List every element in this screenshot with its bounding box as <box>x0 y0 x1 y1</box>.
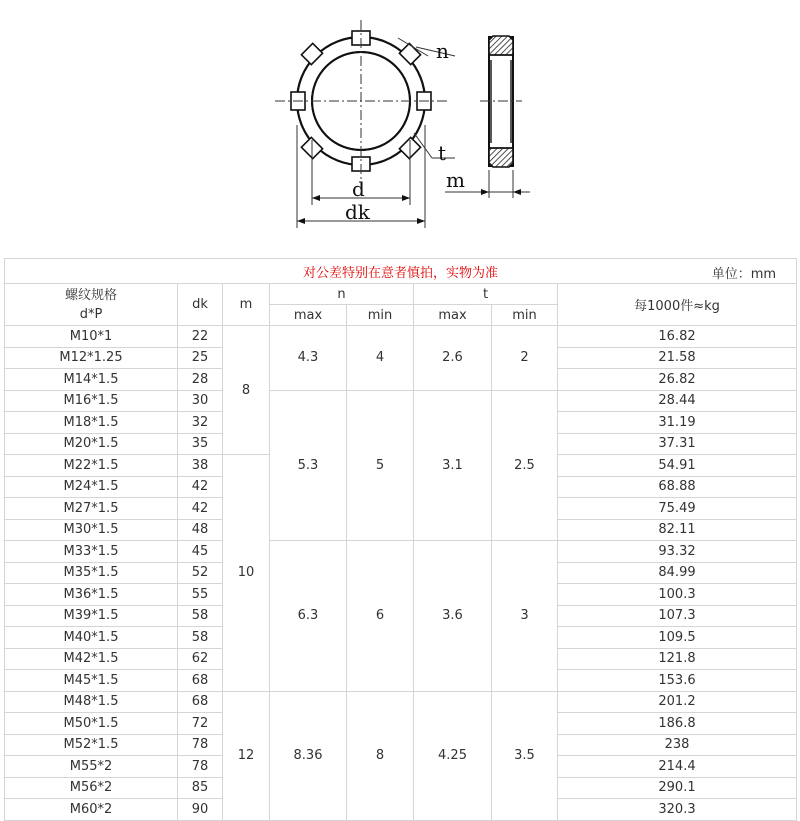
cell-n-min: 4 <box>347 326 414 391</box>
cell-dk: 22 <box>178 326 223 348</box>
cell-dk: 85 <box>178 777 223 799</box>
cell-n-max: 8.36 <box>270 691 347 820</box>
header-t-max: max <box>414 305 492 326</box>
cell-dk: 68 <box>178 670 223 692</box>
cell-spec: M33*1.5 <box>5 541 178 563</box>
cell-weight: 238 <box>558 734 797 756</box>
cell-weight: 37.31 <box>558 433 797 455</box>
cell-dk: 52 <box>178 562 223 584</box>
cell-t-min: 3 <box>492 541 558 692</box>
cell-weight: 21.58 <box>558 347 797 369</box>
cell-weight: 68.88 <box>558 476 797 498</box>
cell-dk: 78 <box>178 756 223 778</box>
header-t: t <box>414 284 558 305</box>
nut-technical-drawing <box>0 0 800 258</box>
cell-spec: M30*1.5 <box>5 519 178 541</box>
header-spec <box>5 284 178 326</box>
cell-weight: 93.32 <box>558 541 797 563</box>
cell-n-max: 4.3 <box>270 326 347 391</box>
notice-row <box>5 259 797 284</box>
nut-front-view <box>275 20 455 228</box>
tolerance-notice: 对公差特别在意者慎拍，实物为准 <box>303 265 499 281</box>
cell-spec: M24*1.5 <box>5 476 178 498</box>
header-dk: dk <box>178 284 223 326</box>
nut-spec-table <box>4 258 797 821</box>
cell-m: 10 <box>223 455 270 692</box>
cell-spec: M35*1.5 <box>5 562 178 584</box>
cell-spec: M52*1.5 <box>5 734 178 756</box>
cell-dk: 58 <box>178 605 223 627</box>
cell-weight: 26.82 <box>558 369 797 391</box>
cell-spec: M55*2 <box>5 756 178 778</box>
cell-weight: 82.11 <box>558 519 797 541</box>
cell-t-min: 2.5 <box>492 390 558 541</box>
header-m: m <box>223 284 270 326</box>
cell-weight: 121.8 <box>558 648 797 670</box>
cell-weight: 54.91 <box>558 455 797 477</box>
cell-weight: 214.4 <box>558 756 797 778</box>
cell-weight: 16.82 <box>558 326 797 348</box>
cell-weight: 100.3 <box>558 584 797 606</box>
cell-dk: 28 <box>178 369 223 391</box>
cell-dk: 30 <box>178 390 223 412</box>
label-n: n <box>436 39 449 63</box>
cell-spec: M16*1.5 <box>5 390 178 412</box>
cell-dk: 78 <box>178 734 223 756</box>
cell-dk: 58 <box>178 627 223 649</box>
cell-t-max: 4.25 <box>414 691 492 820</box>
table-row <box>5 390 797 412</box>
table-row <box>5 691 797 713</box>
header-weight: 每1000件≈kg <box>558 284 797 326</box>
cell-weight: 75.49 <box>558 498 797 520</box>
cell-dk: 72 <box>178 713 223 735</box>
cell-dk: 45 <box>178 541 223 563</box>
cell-dk: 55 <box>178 584 223 606</box>
cell-dk: 42 <box>178 476 223 498</box>
cell-weight: 28.44 <box>558 390 797 412</box>
cell-weight: 320.3 <box>558 799 797 821</box>
header-n: n <box>270 284 414 305</box>
cell-spec: M10*1 <box>5 326 178 348</box>
cell-n-min: 8 <box>347 691 414 820</box>
cell-weight: 84.99 <box>558 562 797 584</box>
cell-spec: M45*1.5 <box>5 670 178 692</box>
header-t-min: min <box>492 305 558 326</box>
cell-weight: 107.3 <box>558 605 797 627</box>
cell-spec: M20*1.5 <box>5 433 178 455</box>
label-m: m <box>446 168 465 192</box>
cell-spec: M40*1.5 <box>5 627 178 649</box>
cell-spec: M56*2 <box>5 777 178 799</box>
cell-t-max: 3.6 <box>414 541 492 692</box>
cell-weight: 109.5 <box>558 627 797 649</box>
cell-weight: 290.1 <box>558 777 797 799</box>
cell-spec: M48*1.5 <box>5 691 178 713</box>
cell-spec: M12*1.25 <box>5 347 178 369</box>
cell-spec: M60*2 <box>5 799 178 821</box>
header-n-min: min <box>347 305 414 326</box>
header-n-max: max <box>270 305 347 326</box>
cell-spec: M39*1.5 <box>5 605 178 627</box>
cell-weight: 201.2 <box>558 691 797 713</box>
cell-weight: 31.19 <box>558 412 797 434</box>
cell-spec: M36*1.5 <box>5 584 178 606</box>
cell-dk: 90 <box>178 799 223 821</box>
cell-dk: 25 <box>178 347 223 369</box>
cell-dk: 38 <box>178 455 223 477</box>
cell-m: 8 <box>223 326 270 455</box>
label-dk: dk <box>345 200 370 224</box>
cell-n-max: 6.3 <box>270 541 347 692</box>
header-spec-line1: 螺纹规格 <box>64 287 117 303</box>
slotted-round-nut-diagram <box>0 0 800 258</box>
cell-dk: 68 <box>178 691 223 713</box>
cell-spec: M14*1.5 <box>5 369 178 391</box>
unit-label: 单位：mm <box>711 267 777 282</box>
cell-spec: M27*1.5 <box>5 498 178 520</box>
spec-table-body <box>5 326 797 821</box>
cell-dk: 62 <box>178 648 223 670</box>
cell-dk: 42 <box>178 498 223 520</box>
cell-weight: 186.8 <box>558 713 797 735</box>
cell-spec: M22*1.5 <box>5 455 178 477</box>
cell-dk: 48 <box>178 519 223 541</box>
cell-m: 12 <box>223 691 270 820</box>
cell-n-min: 5 <box>347 390 414 541</box>
cell-t-min: 2 <box>492 326 558 391</box>
cell-dk: 32 <box>178 412 223 434</box>
cell-spec: M50*1.5 <box>5 713 178 735</box>
label-d: d <box>352 177 365 201</box>
table-row <box>5 326 797 348</box>
cell-n-max: 5.3 <box>270 390 347 541</box>
table-row <box>5 541 797 563</box>
cell-t-min: 3.5 <box>492 691 558 820</box>
cell-n-min: 6 <box>347 541 414 692</box>
cell-spec: M18*1.5 <box>5 412 178 434</box>
cell-t-max: 3.1 <box>414 390 492 541</box>
cell-dk: 35 <box>178 433 223 455</box>
cell-spec: M42*1.5 <box>5 648 178 670</box>
cell-t-max: 2.6 <box>414 326 492 391</box>
cell-weight: 153.6 <box>558 670 797 692</box>
header-spec-line2: d*P <box>79 306 103 322</box>
label-t: t <box>438 141 447 165</box>
